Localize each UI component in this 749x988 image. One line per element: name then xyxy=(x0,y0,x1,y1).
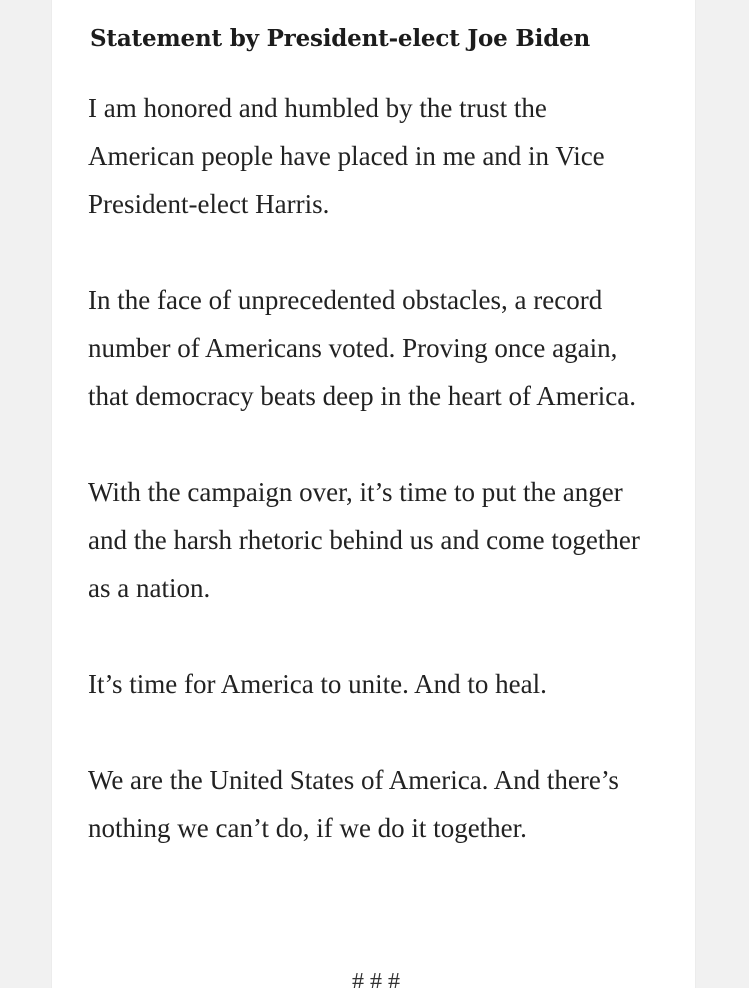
paragraph-1: I am honored and humbled by the trust the American people have placed in me and in Vice President-elect Harris. xyxy=(88,93,605,219)
statement-article xyxy=(52,0,695,988)
statement-title: Statement by President-elect Joe Biden xyxy=(90,25,591,52)
left-margin xyxy=(0,0,52,988)
end-mark: # # # xyxy=(352,969,400,988)
paragraph-3: With the campaign over, it’s time to put the anger and the harsh rhetoric behind us and come together as a nation. xyxy=(88,477,640,603)
statement-body xyxy=(88,84,658,900)
right-margin xyxy=(695,0,749,988)
paragraph-5: We are the United States of America. And there’s nothing we can’t do, if we do it together. xyxy=(88,765,619,843)
paragraph-4: It’s time for America to unite. And to heal. xyxy=(88,669,547,699)
paragraph-2: In the face of unprecedented obstacles, a record number of Americans voted. Proving once again, that democracy beats deep in the heart of America. xyxy=(88,285,637,411)
